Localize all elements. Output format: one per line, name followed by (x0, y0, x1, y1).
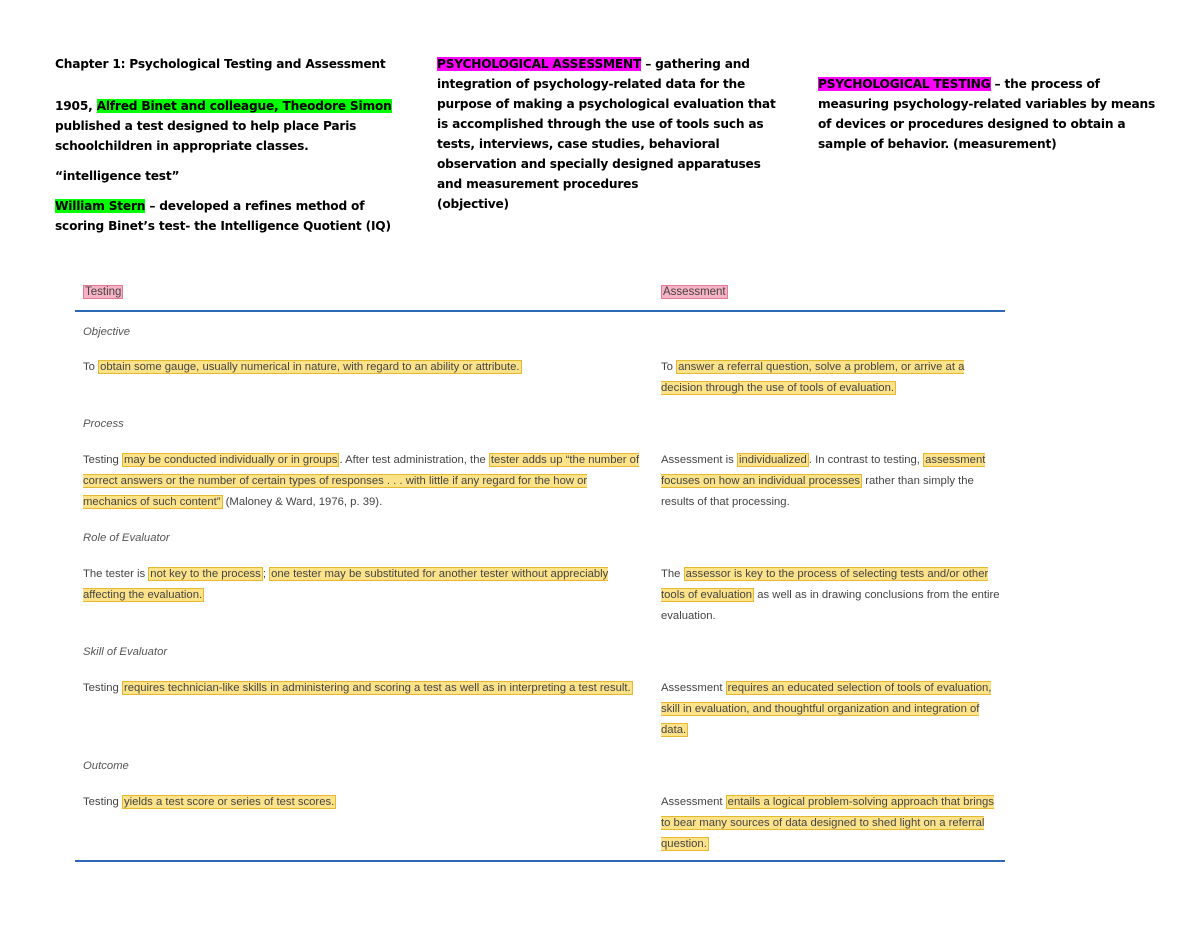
skill-assessment: Assessment requires an educated selection of tools of evaluation, skill in evaluation, and thoughtful organization and integration of data. (661, 682, 992, 736)
testing-def: – the process of measuring psychology-related variables by means of devices or procedures designed to obtain a sample of behavior. (measurement) (818, 77, 1156, 151)
role-testing: The tester is not key to the process ; one tester may be substituted for another tester without appreciably affecting the evaluation. (83, 568, 609, 601)
header-rule (75, 310, 1005, 312)
objective-assessment: To answer a referral question, solve a problem, or arrive at a decision through the use of tools of evaluation. (661, 361, 965, 394)
assessment-paragraph (437, 54, 782, 194)
binet-highlight: Alfred Binet and colleague, Theodore Simon (96, 99, 392, 113)
outcome-assessment: Assessment entails a logical problem-solving approach that brings to bear many sources of data designed to shed light on a referral question. (661, 796, 994, 850)
comparison-table (75, 278, 1005, 868)
intelligence-test-note: “intelligence test” (55, 169, 180, 183)
process-assessment: Assessment is individualized . In contrast to testing, assessment focuses on how an individual processes rather than simply the results of that processing. (661, 454, 986, 508)
stern-highlight: William Stern (55, 199, 146, 213)
objective-testing: To obtain some gauge, usually numerical in nature, with regard to an ability or attribute. (83, 361, 520, 373)
testing-term: PSYCHOLOGICAL TESTING (818, 77, 991, 91)
chapter-title: Chapter 1: Psychological Testing and Assessment (55, 57, 386, 71)
assessment-note: (objective) (437, 197, 509, 211)
binet-note (55, 96, 405, 156)
binet-rest: published a test designed to help place Paris schoolchildren in appropriate classes. (55, 119, 357, 153)
section-objective: Objective (83, 326, 131, 338)
header-assessment: Assessment (663, 286, 726, 298)
binet-year: 1905, (55, 99, 97, 113)
outcome-testing: Testing yields a test score or series of test scores. (83, 796, 335, 808)
section-process: Process (83, 418, 124, 430)
stern-rest: – developed a refines method of scoring Binet’s test- the Intelligence Quotient (IQ) (55, 199, 391, 233)
role-assessment: The assessor is key to the process of selecting tests and/or other tools of evaluation as well as in drawing conclusions from the entire evaluation. (661, 568, 1000, 622)
section-outcome: Outcome (83, 760, 129, 772)
process-testing: Testing may be conducted individually or in groups . After test administration, the tester adds up “the number of correct answers or the number of certain types of responses . . . with little if any regard for the how or mechanics of such content” (Maloney & Ward, 1976, p. 39). (83, 454, 640, 508)
section-skill: Skill of Evaluator (83, 646, 168, 658)
assessment-term: PSYCHOLOGICAL ASSESSMENT (437, 57, 642, 71)
footer-rule (75, 860, 1005, 862)
history-notes (55, 54, 405, 236)
section-role: Role of Evaluator (83, 532, 170, 544)
header-testing: Testing (85, 286, 122, 298)
stern-note (55, 196, 405, 236)
testing-paragraph (818, 74, 1158, 154)
assessment-def: – gathering and integration of psychology-related data for the purpose of making a psychological evaluation that is accomplished through the use of tools such as tests, interviews, case studies, behavioral observation and specially designed apparatuses and measurement procedures (437, 57, 776, 191)
testing-definition (818, 74, 1158, 154)
skill-testing: Testing requires technician-like skills in administering and scoring a test as well as in interpreting a test result. (83, 682, 631, 694)
assessment-definition (437, 54, 782, 214)
